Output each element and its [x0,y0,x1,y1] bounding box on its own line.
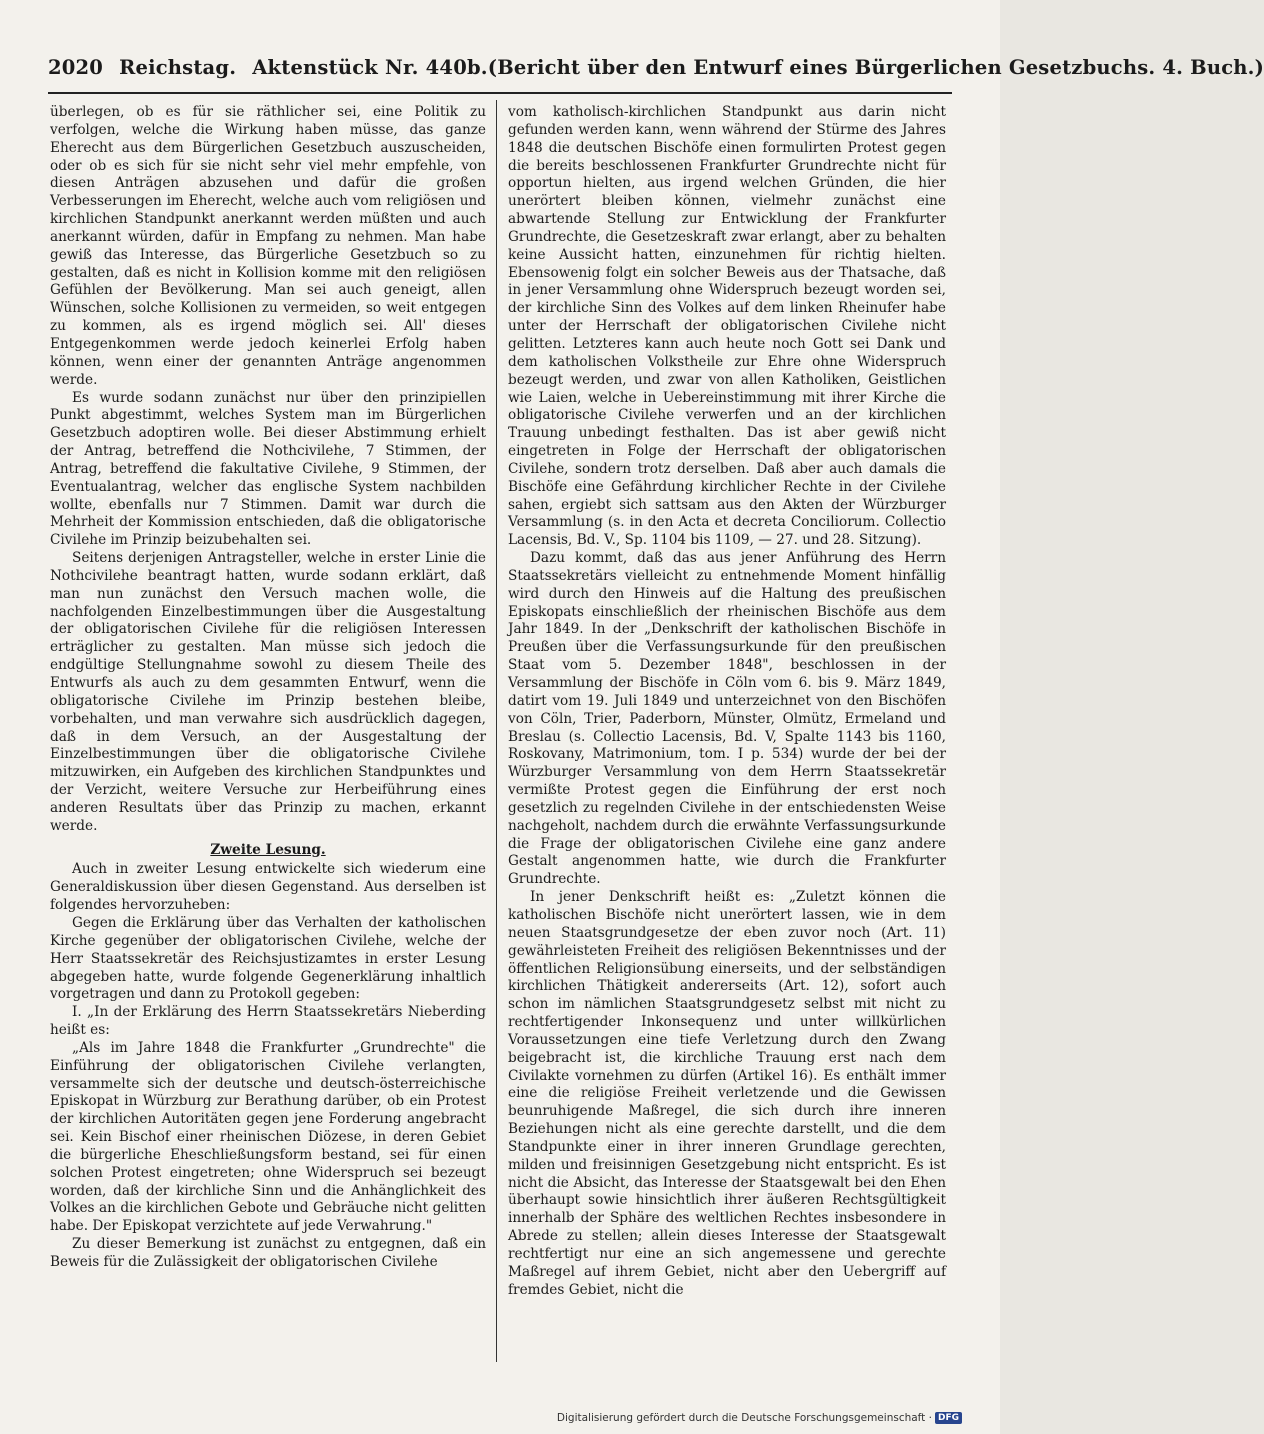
paragraph: Auch in zweiter Lesung entwickelte sich wiederum eine Generaldiskussion über diesen Gegenstand. Aus derselben ist folgendes hervorzuheben: [50,861,486,914]
paragraph: Zu dieser Bemerkung ist zunächst zu entgegnen, daß ein Beweis für die Zulässigkeit der obligatorischen Civilehe [50,1236,486,1270]
page-footer [556,1412,962,1424]
paragraph: Es wurde sodann zunächst nur über den prinzipiellen Punkt abgestimmt, welches System man im Bürgerlichen Gesetzbuch adoptiren wolle. Bei dieser Abstimmung erhielt der Antrag, betreffend die Nothcivilehe, 7 Stimmen, der Antrag, betreffend die fakultative Civilehe, 9 Stimmen, der Eventualantrag, welcher das englische System nachbilden wollte, ebenfalls nur 7 Stimmen. Damit war durch die Mehrheit der Kommission entschieden, daß die obligatorische Civilehe im Prinzip beizubehalten sei. [50,389,486,549]
column-divider [496,100,497,1362]
publication-name: Reichstag. [119,56,237,79]
page-header [48,56,1264,86]
footer-credit: Digitalisierung gefördert durch die Deutsche Forschungsgemeinschaft · [556,1412,932,1424]
paragraph: In jener Denkschrift heißt es: „Zuletzt können die katholischen Bischöfe nicht unerörtert lassen, wie in dem neuen Staatsgrundgesetze der eben zuvor noch (Art. 11) gewährleisteten Freiheit des religiösen Bekenntnisses und der öffentlichen Religionsübung einerseits, und der selbständigen kirchlichen Thätigkeit andererseits (Art. 12), sofort auch schon im nämlichen Staatsgrundgesetz selbst mit nicht zu rechtfertigender Inkonsequenz und unter willkürlichen Voraussetzungen eine tiefe Verletzung durch den Zwang beigebracht ist, die kirchliche Trauung erst nach dem Civilakte vornehmen zu dürfen (Artikel 16). Es enthält immer eine die religiöse Freiheit verletzende und die Gewissen beunruhigende Maßregel, die sich durch ihre inneren Beziehungen nicht als eine gerechte darstellt, und die dem Standpunkte einer in ihrer inneren Grundlage gerechten, milden und freisinnigen Gesetzgebung nicht entspricht. Es ist nicht die Absicht, das Interesse der Staatsgewalt bei den Ehen überhaupt sowie hinsichtlich ihrer äußeren Rechtsgültigkeit innerhalb der Sphäre des weltlichen Rechtes insbesondere in Abrede zu stellen; allein dieses Interesse der Staatsgewalt rechtfertigt nur eine an sich angemessene und gerechte Maßregel auf ihrem Gebiet, nicht aber den Uebergriff auf fremdes Gebiet, nicht die [508,889,946,1298]
left-text-column [50,104,486,1272]
header-left [48,56,488,79]
paragraph: Seitens derjenigen Antragsteller, welche in erster Linie die Nothcivilehe beantragt hatten, wurde sodann erklärt, daß man nun zunächst den Versuch machen wolle, die nachfolgenden Einzelbestimmungen über die Ausgestaltung der obligatorischen Civilehe für die religiösen Interessen erträglicher zu gestalten. Man müsse sich jedoch die endgültige Stellungnahme sowohl zu diesem Theile des Entwurfs als auch zu dem gesammten Entwurf, wenn die obligatorische Civilehe im Prinzip bestehen bleibe, vorbehalten, und man verwahre sich ausdrücklich dagegen, daß in dem Versuch, an der Ausgestaltung der Einzelbestimmungen über die obligatorische Civilehe mitzuwirken, ein Aufgeben des kirchlichen Standpunktes und der Verzicht, weitere Versuche zur Herbeiführung eines anderen Resultats über das Prinzip zu machen, erkannt werde. [50,550,486,834]
paragraph: Dazu kommt, daß das aus jener Anführung des Herrn Staatssekretärs vielleicht zu entnehmende Moment hinfällig wird durch den Hinweis auf die Haltung des preußischen Episkopats einschließlich der rheinischen Bischöfe aus dem Jahr 1849. In der „Denkschrift der katholischen Bischöfe in Preußen über die Verfassungsurkunde für den preußischen Staat vom 5. Dezember 1848", beschlossen in der Versammlung der Bischöfe in Cöln vom 6. bis 9. März 1849, datirt vom 19. Juli 1849 und unterzeichnet von den Bischöfen von Cöln, Trier, Paderborn, Münster, Olmütz, Ermeland und Breslau (s. Collectio Lacensis, Bd. V, Spalte 1143 bis 1160, Roskovany, Matrimonium, tom. I p. 534) wurde der bei der Würzburger Versammlung von dem Herrn Staatssekretär vermißte Protest gegen die Einführung der erst noch gesetzlich zu regelnden Civilehe in der entschiedensten Weise nachgeholt, nachdem durch die erwähnte Verfassungsurkunde die Frage der obligatorischen Civilehe eine ganz andere Gestalt angenommen hatte, wie durch die Frankfurter Grundrechte. [508,550,946,888]
paragraph: vom katholisch-kirchlichen Standpunkt aus darin nicht gefunden werden kann, wenn während der Stürme des Jahres 1848 die deutschen Bischöfe einen formulirten Protest gegen die bereits beschlossenen Frankfurter Grundrechte nicht für opportun hielten, aus irgend welchen Gründen, die hier unerörtert bleiben können, vielmehr zunächst eine abwartende Stellung zur Entwicklung der Frankfurter Grundrechte, die Gesetzeskraft zwar erlangt, aber zu behalten keine Aussicht hatten, einzunehmen für richtig hielten. Ebensowenig folgt ein solcher Beweis aus der Thatsache, daß in jener Versammlung ohne Widerspruch bezeugt worden sei, der kirchliche Sinn des Volkes auf dem linken Rheinufer habe unter der Herrschaft der obligatorischen Civilehe nicht gelitten. Letzteres kann auch heute noch Gott sei Dank und dem katholischen Volkstheile zur Ehre ohne Widerspruch bezeugt werden, und zwar von allen Katholiken, Geistlichen wie Laien, welche in Uebereinstimmung mit ihrer Kirche die obligatorische Civilehe verwerfen und an der kirchlichen Trauung unbedingt festhalten. Das ist aber gewiß nicht eingetreten in Folge der Herrschaft der obligatorischen Civilehe, sondern trotz derselben. Daß aber auch damals die Bischöfe eine Gefährdung kirchlicher Rechte in der Civilehe sahen, ergiebt sich sattsam aus den Akten der Würzburger Versammlung (s. in den Acta et decreta Conciliorum. Collectio Lacensis, Bd. V., Sp. 1104 bis 1109, — 27. und 28. Sitzung). [508,104,946,549]
paragraph: „Als im Jahre 1848 die Frankfurter „Grundrechte" die Einführung der obligatorischen Civilehe verlangten, versammelte sich der deutsche und deutsch-österreichische Episkopat in Würzburg zur Berathung darüber, ob ein Protest der kirchlichen Autoritäten gegen jene Forderung angebracht sei. Kein Bischof einer rheinischen Diözese, in deren Gebiet die bürgerliche Eheschließungsform bestand, sei für einen solchen Protest eingetreten; ohne Widerspruch sei bezeugt worden, daß der kirchliche Sinn und die Anhänglichkeit des Volkes an die kirchlichen Gebote und Gebräuche nicht gelitten habe. Der Episkopat verzichtete auf jede Verwahrung." [50,1039,486,1235]
paragraph: Gegen die Erklärung über das Verhalten der katholischen Kirche gegenüber der obligatorischen Civilehe, welche der Herr Staatssekretär des Reichsjustizamtes in erster Lesung abgegeben hatte, wurde folgende Gegenerklärung inhaltlich vorgetragen und dann zu Protokoll gegeben: [50,914,486,1003]
document-reference: Aktenstück Nr. 440b. [252,56,488,79]
right-text-column [508,104,946,1300]
paragraph: I. „In der Erklärung des Herrn Staatssekretärs Nieberding heißt es: [50,1004,486,1039]
paragraph: überlegen, ob es für sie räthlicher sei, eine Politik zu verfolgen, welche die Wirkung haben müsse, das ganze Eherecht aus dem Bürgerlichen Gesetzbuch auszuscheiden, oder ob es sich für sie nicht sehr viel mehr empfehle, von diesen Anträgen abzusehen und dafür die großen Verbesserungen im Eherecht, welche auch vom religiösen und kirchlichen Standpunkt anerkannt werden müßten und auch anerkannt würden, dafür in Empfang zu nehmen. Man habe gewiß das Interesse, das Bürgerliche Gesetzbuch so zu gestalten, daß es nicht in Kollision komme mit den religiösen Gefühlen der Bevölkerung. Man sei auch geneigt, allen Wünschen, solche Kollisionen zu vermeiden, so weit entgegen zu kommen, als es irgend möglich sei. All' dieses Entgegenkommen werde jedoch keinerlei Erfolg haben können, wenn einer der genannten Anträge angenommen werde. [50,104,486,388]
section-heading: Zweite Lesung. [210,841,326,858]
header-rule [48,92,952,94]
dfg-logo: DFG [935,1412,962,1424]
header-title: (Bericht über den Entwurf eines Bürgerlichen Gesetzbuchs. 4. Buch.) [487,56,1264,79]
page-number: 2020 [48,56,104,79]
